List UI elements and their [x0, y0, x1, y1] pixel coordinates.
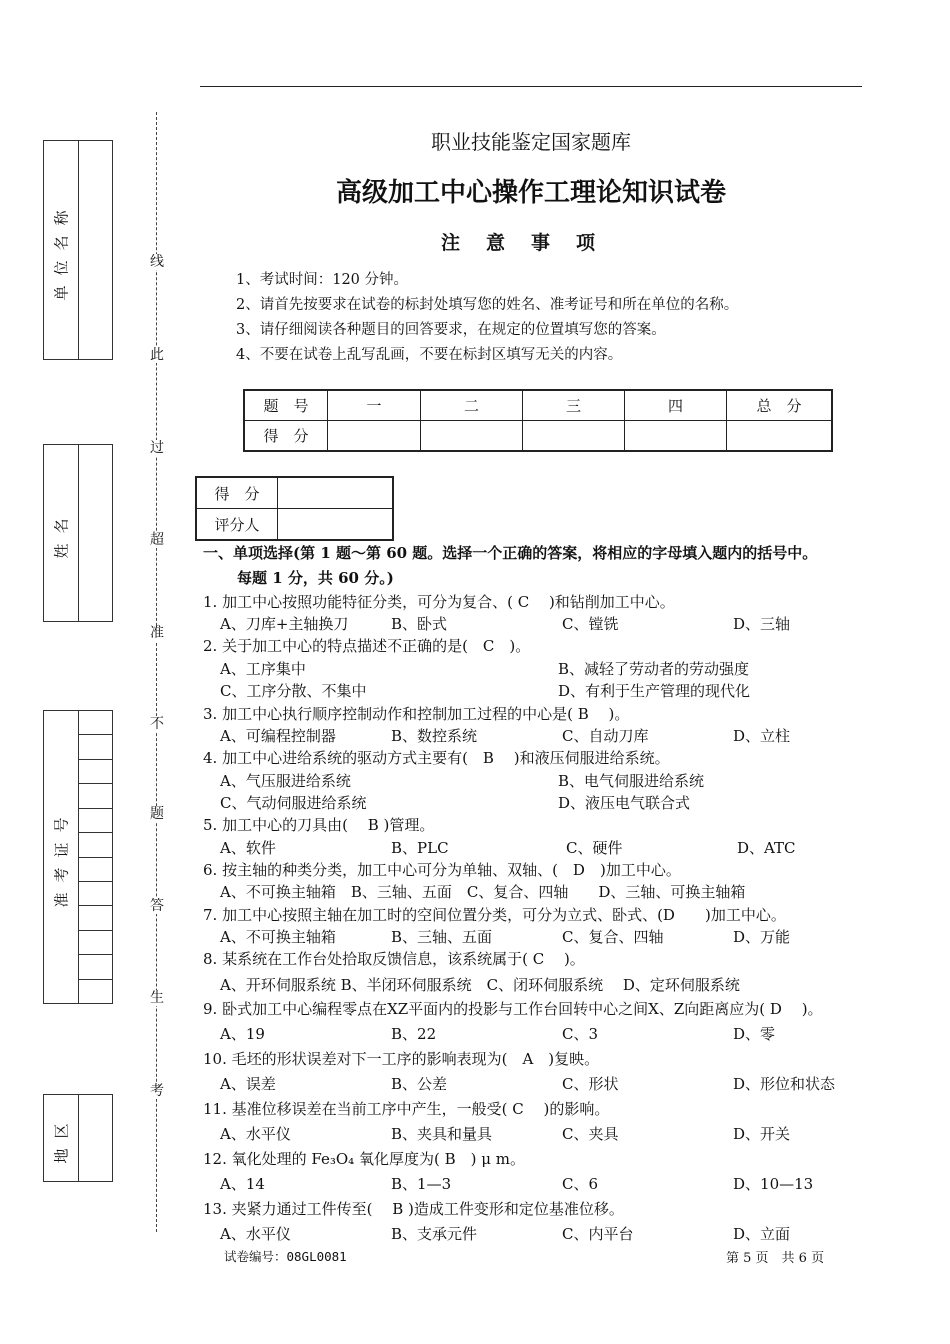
option: A、气压服进给系统 — [220, 772, 351, 790]
score-cell[interactable] — [625, 421, 727, 452]
score-header-cell: 三 — [523, 390, 625, 421]
option: D、零 — [733, 1025, 776, 1043]
option: B、电气伺服进给系统 — [558, 772, 705, 790]
option: B、三轴、五面 — [391, 928, 493, 946]
option: B、夹具和量具 — [391, 1125, 493, 1143]
option: C、自动刀库 — [562, 727, 649, 745]
option: C、工序分散、不集中 — [220, 682, 367, 700]
cut-char: 此 — [150, 347, 164, 363]
section-heading-line2: 每题 1 分，共 60 分。) — [237, 569, 394, 587]
note-item: 4、不要在试卷上乱写乱画，不要在标封区填写无关的内容。 — [236, 347, 623, 363]
option: A、14 — [220, 1175, 265, 1193]
exam-subtitle: 职业技能鉴定国家题库 — [431, 130, 631, 154]
option: D、有利于生产管理的现代化 — [558, 682, 751, 700]
option: A、水平仪 — [220, 1225, 291, 1243]
option: D、形位和状态 — [733, 1075, 836, 1093]
option: B、1—3 — [391, 1175, 452, 1193]
option: B、22 — [391, 1025, 437, 1043]
unit-name-box — [43, 140, 113, 360]
option: B、数控系统 — [391, 727, 478, 745]
question-stem: 1. 加工中心按照功能特征分类，可分为复合、( C )和钻削加工中心。 — [203, 593, 675, 611]
option: B、PLC — [391, 839, 449, 857]
option: C、气动伺服进给系统 — [220, 794, 367, 812]
page-number: 第 5 页 共 6 页 — [726, 1251, 825, 1266]
score-header-cell: 一 — [328, 390, 421, 421]
unit-name-label: 单位名称 — [52, 199, 71, 301]
unit-name-field[interactable] — [78, 141, 112, 359]
section-heading — [203, 541, 873, 591]
score-table — [243, 389, 833, 452]
option: C、硬件 — [566, 839, 623, 857]
grader-name-label: 评分人 — [196, 509, 278, 541]
grader-score-label: 得 分 — [196, 477, 278, 509]
question-stem: 12. 氧化处理的 Fe₃O₄ 氧化厚度为( B ) μ m。 — [203, 1150, 525, 1168]
score-header-cell: 总 分 — [727, 390, 833, 421]
cut-char: 不 — [150, 716, 164, 732]
option: D、立面 — [733, 1225, 791, 1243]
question-stem: 7. 加工中心按照主轴在加工时的空间位置分类，可分为立式、卧式、(D )加工中心。 — [203, 906, 786, 924]
name-label: 姓名 — [52, 507, 71, 559]
score-row-label: 得 分 — [244, 421, 328, 452]
option: B、减轻了劳动者的劳动强度 — [558, 660, 750, 678]
question-stem: 4. 加工中心进给系统的驱动方式主要有( B )和液压伺服进给系统。 — [203, 749, 670, 767]
grader-table — [195, 476, 394, 541]
option: C、夹具 — [562, 1125, 619, 1143]
option: C、镗铣 — [562, 615, 619, 633]
question-stem: 9. 卧式加工中心编程零点在XZ平面内的投影与工作台回转中心之间X、Z向距离应为( D )。 — [203, 1000, 823, 1018]
option: D、液压电气联合式 — [558, 794, 691, 812]
question-stem: 2. 关于加工中心的特点描述不正确的是( C )。 — [203, 637, 531, 655]
option: C、内平台 — [562, 1225, 634, 1243]
exam-id-label: 准考证号 — [52, 806, 71, 908]
score-cell[interactable] — [523, 421, 625, 452]
exam-id-grid[interactable] — [78, 711, 112, 1003]
score-header-cell: 题 号 — [244, 390, 328, 421]
score-cell[interactable] — [421, 421, 523, 452]
cut-char: 准 — [150, 625, 164, 641]
option: B、卧式 — [391, 615, 448, 633]
option: A、水平仪 — [220, 1125, 291, 1143]
option: D、开关 — [733, 1125, 791, 1143]
option: C、形状 — [562, 1075, 619, 1093]
binding-cut-line — [156, 112, 157, 1232]
exam-id-box — [43, 710, 113, 1004]
question-stem: 10. 毛坯的形状误差对下一工序的影响表现为( A )复映。 — [203, 1050, 600, 1068]
top-rule — [200, 86, 862, 87]
grader-name-field[interactable] — [278, 509, 394, 541]
option: A、开环伺服系统 B、半闭环伺服系统 C、闭环伺服系统 D、定环伺服系统 — [220, 976, 740, 994]
option: B、支承元件 — [391, 1225, 478, 1243]
question-stem: 6. 按主轴的种类分类，加工中心可分为单轴、双轴、( D )加工中心。 — [203, 861, 681, 879]
option: D、ATC — [737, 839, 796, 857]
option: A、软件 — [220, 839, 276, 857]
option: A、可编程控制器 — [220, 727, 336, 745]
name-box — [43, 444, 113, 622]
question-stem: 5. 加工中心的刀具由( B )管理。 — [203, 816, 435, 834]
region-box — [43, 1094, 113, 1182]
option: D、三轴 — [733, 615, 791, 633]
region-field[interactable] — [78, 1095, 112, 1181]
option: D、万能 — [733, 928, 791, 946]
question-stem: 13. 夹紧力通过工件传至( B )造成工件变形和定位基准位移。 — [203, 1200, 624, 1218]
option: A、误差 — [220, 1075, 276, 1093]
option: D、立柱 — [733, 727, 791, 745]
cut-char: 线 — [150, 254, 164, 270]
option: A、刀库+主轴换刀 — [220, 615, 349, 633]
score-cell[interactable] — [727, 421, 833, 452]
cut-char: 题 — [150, 806, 164, 822]
note-item: 1、考试时间：120 分钟。 — [236, 272, 409, 288]
exam-title: 高级加工中心操作工理论知识试卷 — [335, 178, 726, 208]
score-cell[interactable] — [328, 421, 421, 452]
cut-char: 答 — [150, 898, 164, 914]
question-stem: 8. 某系统在工作台处拾取反馈信息，该系统属于( C )。 — [203, 950, 585, 968]
paper-code: 试卷编号：08GL0081 — [224, 1249, 347, 1264]
note-item: 2、请首先按要求在试卷的标封处填写您的姓名、准考证号和所在单位的名称。 — [236, 297, 739, 313]
option: A、19 — [220, 1025, 265, 1043]
option: C、3 — [562, 1025, 599, 1043]
cut-char: 过 — [150, 440, 164, 456]
option: B、公差 — [391, 1075, 448, 1093]
option: A、不可换主轴箱 — [220, 928, 336, 946]
question-stem: 11. 基准位移误差在当前工序中产生，一般受( C )的影响。 — [203, 1100, 610, 1118]
question-stem: 3. 加工中心执行顺序控制动作和控制加工过程的中心是( B )。 — [203, 705, 630, 723]
cut-char: 生 — [150, 990, 164, 1006]
section-heading-line1: 一、单项选择(第 1 题～第 60 题。选择一个正确的答案，将相应的字母填入题内的括号中。 — [203, 544, 818, 562]
grader-score-field[interactable] — [278, 477, 394, 509]
note-item: 3、请仔细阅读各种题目的回答要求，在规定的位置填写您的答案。 — [236, 322, 666, 338]
cut-char: 考 — [150, 1083, 164, 1099]
option: A、不可换主轴箱 B、三轴、五面 C、复合、四轴 D、三轴、可换主轴箱 — [220, 883, 746, 901]
cut-char: 超 — [150, 532, 164, 548]
option: D、10—13 — [733, 1175, 814, 1193]
notice-title: 注意事项 — [440, 232, 621, 254]
option: C、复合、四轴 — [562, 928, 664, 946]
region-label: 地区 — [52, 1112, 71, 1164]
option: C、6 — [562, 1175, 599, 1193]
score-header-cell: 二 — [421, 390, 523, 421]
score-header-cell: 四 — [625, 390, 727, 421]
option: A、工序集中 — [220, 660, 306, 678]
name-field[interactable] — [78, 445, 112, 621]
